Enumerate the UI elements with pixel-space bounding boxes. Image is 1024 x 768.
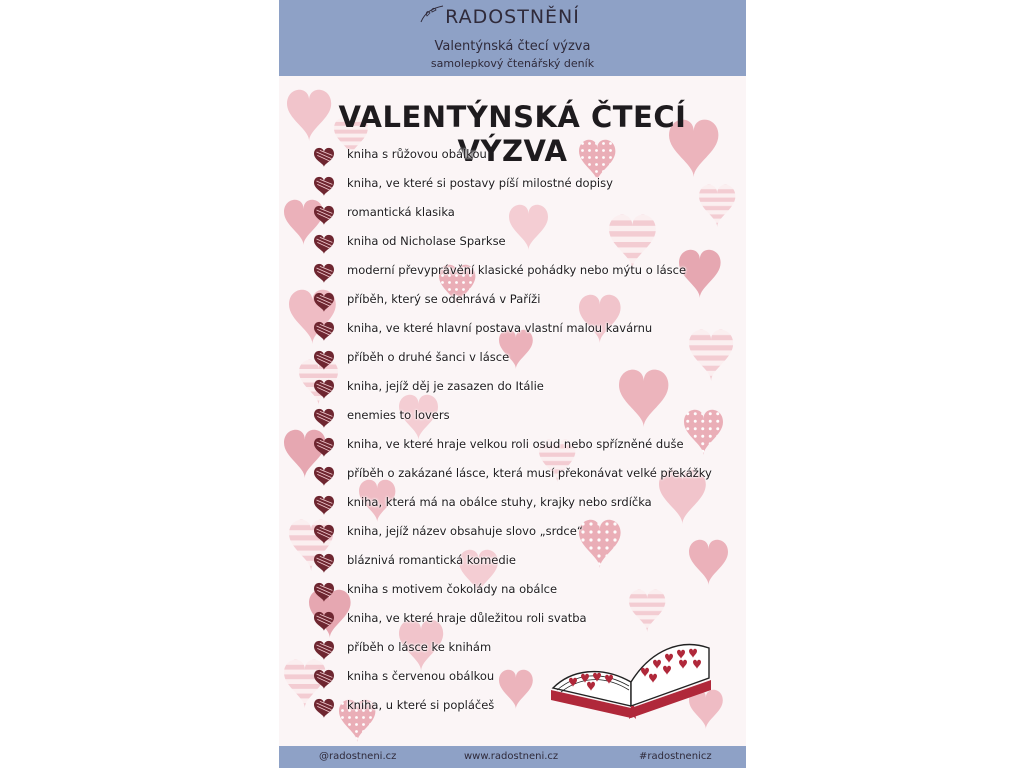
- list-item-label: kniha s červenou obálkou: [347, 669, 495, 683]
- header-subtitle: Valentýnská čtecí výzva: [434, 39, 591, 54]
- heart-bullet-icon: [313, 698, 335, 718]
- heart-bullet-icon: [313, 205, 335, 225]
- list-item-label: příběh o lásce ke knihám: [347, 640, 492, 654]
- website-link[interactable]: www.radostneni.cz: [464, 751, 559, 762]
- list-item-label: kniha, ve které si postavy píší milostné dopisy: [347, 176, 613, 190]
- heart-bullet-icon: [313, 321, 335, 341]
- heart-bullet-icon: [313, 379, 335, 399]
- page-title: VALENTÝNSKÁ ČTECÍ VÝZVA: [338, 100, 687, 168]
- list-item-label: příběh, který se odehrává v Paříži: [347, 292, 541, 306]
- heart-bullet-icon: [313, 553, 335, 573]
- list-item-label: kniha, ve které hlavní postava vlastní malou kavárnu: [347, 321, 653, 335]
- list-item-label: kniha s růžovou obálkou: [347, 147, 487, 161]
- heart-bullet-icon: [313, 582, 335, 602]
- reading-challenge-card: [279, 0, 746, 768]
- list-item-label: moderní převyprávění klasické pohádky nebo mýtu o lásce: [347, 263, 687, 277]
- list-item-label: kniha, u které si popláčeš: [347, 698, 495, 712]
- list-item-label: enemies to lovers: [347, 408, 450, 422]
- list-item-label: kniha, jejíž název obsahuje slovo „srdce“: [347, 524, 583, 538]
- heart-bullet-icon: [313, 408, 335, 428]
- list-item-label: romantická klasika: [347, 205, 455, 219]
- heart-bullet-icon: [313, 437, 335, 457]
- header-tagline: samolepkový čtenářský deník: [430, 57, 595, 70]
- heart-bullet-icon: [313, 234, 335, 254]
- heart-bullet-icon: [313, 466, 335, 486]
- open-book-icon: [541, 620, 721, 720]
- footer-band: [279, 746, 746, 768]
- list-item-label: kniha od Nicholase Sparkse: [347, 234, 506, 248]
- hashtag: #radostnenicz: [639, 751, 712, 762]
- list-item-label: kniha, ve které hraje velkou roli osud nebo spřízněné duše: [347, 437, 684, 451]
- heart-bullet-icon: [313, 350, 335, 370]
- list-item-label: kniha, jejíž děj je zasazen do Itálie: [347, 379, 544, 393]
- instagram-handle: @radostneni.cz: [319, 751, 397, 762]
- heart-bullet-icon: [313, 495, 335, 515]
- list-item-label: kniha s motivem čokolády na obálce: [347, 582, 558, 596]
- heart-bullet-icon: [313, 147, 335, 167]
- heart-bullet-icon: [313, 524, 335, 544]
- list-item-label: kniha, ve které hraje důležitou roli svatba: [347, 611, 587, 625]
- heart-bullet-icon: [313, 611, 335, 631]
- list-item-label: příběh o zakázané lásce, která musí překonávat velké překážky: [347, 466, 712, 480]
- heart-bullet-icon: [313, 263, 335, 283]
- heart-bullet-icon: [313, 669, 335, 689]
- list-item-label: kniha, která má na obálce stuhy, krajky nebo srdíčka: [347, 495, 652, 509]
- list-item-label: příběh o druhé šanci v lásce: [347, 350, 510, 364]
- heart-bullet-icon: [313, 292, 335, 312]
- heart-bullet-icon: [313, 640, 335, 660]
- header-band: [279, 0, 746, 76]
- brand-name: RADOSTNĚNÍ: [445, 6, 580, 28]
- list-item-label: bláznivá romantická komedie: [347, 553, 516, 567]
- heart-bullet-icon: [313, 176, 335, 196]
